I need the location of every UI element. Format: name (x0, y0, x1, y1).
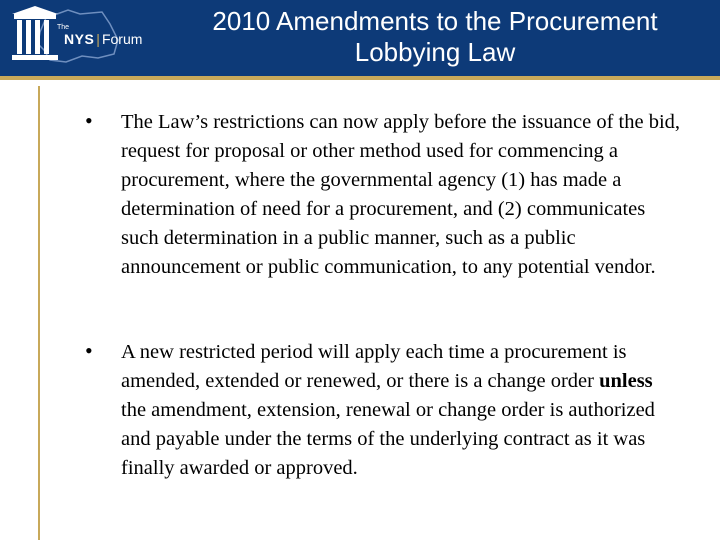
slide-title-line-1: 2010 Amendments to the Procurement (212, 6, 658, 36)
bullet-text-1: The Law’s restrictions can now apply before the issuance of the bid, request for proposal or other method used for commencing a procurement, where the governmental agency (1) has made a determination of need for a procurement, and (2) communicates such determination in a public manner, such as a public announcement or public communication, to any potential vendor. (121, 111, 681, 278)
logo-wordmark (64, 31, 142, 47)
slide-title (150, 6, 720, 68)
nys-forum-logo (6, 4, 156, 72)
logo-forum-text: Forum (101, 31, 143, 47)
bullet-text-2 (121, 338, 681, 483)
bullet-text-2-after: the amendment, extension, renewal or change order is authorized and payable under the terms of the underlying contract as it was finally awarded or approved. (121, 399, 655, 479)
left-gold-rule (38, 86, 40, 540)
header-gold-rule (0, 76, 720, 80)
logo-nys-text: NYS (64, 31, 95, 47)
logo-divider: | (96, 31, 100, 47)
bullet-dot-icon: • (85, 338, 93, 363)
bullet-text-2-emphasis: unless (599, 370, 653, 392)
bullet-dot-icon: • (85, 108, 93, 133)
slide-title-line-2: Lobbying Law (354, 37, 516, 67)
slide-header (0, 0, 720, 76)
bullet-text-2-before: A new restricted period will apply each time a procurement is amended, extended or renewed, or there is a change order (121, 341, 627, 392)
logo-the-text: The (57, 24, 70, 31)
